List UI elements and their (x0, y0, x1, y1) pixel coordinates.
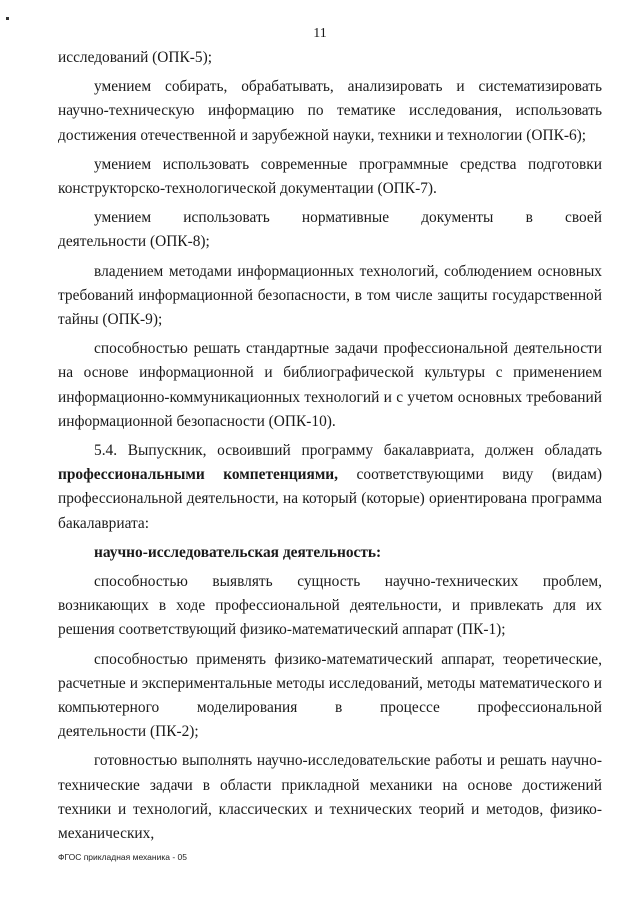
paragraph-5-4-rest: соответствующими виду (видам) профессиональной деятельности, на который (которые) ориентирована программа бакалавриата: (58, 466, 602, 532)
paragraph-pk1: способностью выявлять сущность научно-технических проблем, возникающих в ходе профессиональной деятельности, и привлекать для их решения соответствующий физико-математический аппарат (ПК-1); (58, 573, 602, 639)
paragraph-5-4 (58, 439, 602, 536)
page-body (58, 46, 602, 851)
paragraph-opk7: умением использовать современные программные средства подготовки конструкторско-технологической документации (ОПК-7). (58, 155, 602, 198)
paragraph-opk10: способностью решать стандартные задачи профессиональной деятельности на основе информационной и библиографической культуры с применением информационно-коммуникационных технологий и с учетом основных требований информационной безопасности (ОПК-10). (58, 340, 602, 430)
page-number: 11 (313, 26, 327, 41)
scan-artifact (6, 17, 9, 20)
paragraph-pk2 (58, 648, 602, 745)
paragraph-opk8 (58, 206, 602, 254)
paragraph-pk2-main: способностью применять физико-математический аппарат, теоретические, расчетные и экспериментальные методы исследований, методы математического и компьютерного моделирования в процессе профессиональной (58, 650, 602, 717)
paragraph-opk8-line2: деятельности (ОПК-8); (58, 233, 210, 251)
paragraph-opk5-end: исследований (ОПК-5); (58, 49, 213, 66)
paragraph-opk9: владением методами информационных технологий, соблюдением основных требований информационной безопасности, в том числе защиты государственной тайны (ОПК-9); (58, 262, 602, 329)
paragraph-pk3: готовностью выполнять научно-исследовательские работы и решать научно-технические задачи в области прикладной механики на основе достижений техники и технологий, классических и технических теорий и методов, физико-механических, (58, 752, 602, 843)
professional-competencies-term: профессиональными компетенциями, (58, 466, 339, 484)
page-footer: ФГОС прикладная механика - 05 (58, 852, 187, 862)
paragraph-5-4-intro: 5.4. Выпускник, освоивший программу бакалавриата, должен обладать (94, 442, 602, 460)
paragraph-opk6: умением собирать, обрабатывать, анализировать и систематизировать научно-техническую информацию по тематике исследования, использовать достижения отечественной и зарубежной науки, техники и технологии (ОПК-6); (58, 78, 602, 144)
section-heading-research: научно-исследовательская деятельность: (94, 543, 382, 561)
paragraph-pk2-end: деятельности (ПК-2); (58, 723, 199, 741)
paragraph-opk8-line1: умением использовать нормативные документы в своей (94, 209, 602, 227)
